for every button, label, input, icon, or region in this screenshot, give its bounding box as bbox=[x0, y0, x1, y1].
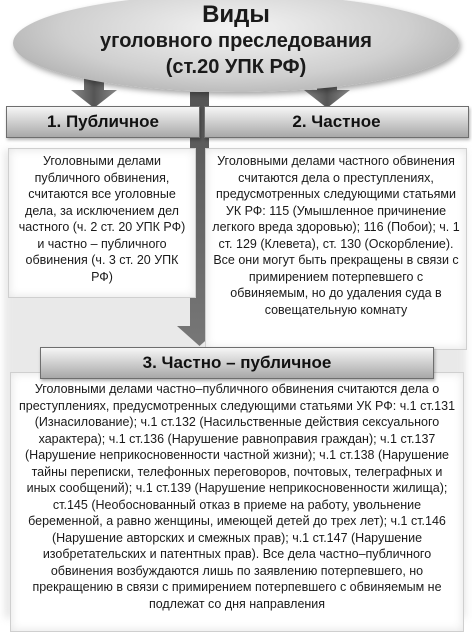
title-line-3: (ст.20 УПК РФ) bbox=[165, 56, 307, 78]
type-mixed-description: Уголовными делами частно–публичного обвинения считаются дела о преступлениях, предусмотренных следующими статьями УК РФ: ч.1 ст.131 (Изнасилование); ч.1 ст.132 (Насильственные действия сексуального характера); ч.1 ст.136 (Нарушение равноправия граждан); ч.1 ст.137 (Нарушение неприкосновенности частной жизни); ч.1 ст.138 (Нарушение тайны переписки, телефонных переговоров, почтовых, телеграфных и иных сообщений); ч.1 ст.139 (Нарушение неприкосновенности жилища); ст.145 (Необоснованный отказ в приеме на работу, увольнение беременной, а равно женщины, имеющей детей до трех лет); ч.1 ст.146 (Нарушение авторских и смежных прав); ч.1 ст.147 (Нарушение изобретательских и патентных прав). Все дела частно–публичного обвинения возбуждаются лишь по заявлению потерпевшего, но прекращению в связи с примирением потерпевшего с обвиняемым не подлежат со дня направления bbox=[10, 372, 464, 632]
type-private-header: 2. Частное bbox=[204, 106, 469, 138]
title-line-1: Виды bbox=[202, 1, 270, 28]
type-public-description: Уголовными делами публичного обвинения, считаются все уголовные дела, за исключением дел частного (ч. 2 ст. 20 УПК РФ) и частно – публичного обвинения (ч. 3 ст. 20 УПК РФ) bbox=[8, 148, 196, 298]
diagram-title bbox=[60, 2, 412, 80]
type-private-description: Уголовными делами частного обвинения считаются дела о преступлениях, предусмотренных следующими статьями УК РФ: 115 (Умышленное причинение легкого вреда здоровью); 116 (Побои); ч. 1 ст. 129 (Клевета), ст. 130 (Оскорбление). Все они могут быть прекращены в связи с примирением потерпевшего с обвиняемым, но до удаления суда в совещательную комнату bbox=[205, 148, 467, 350]
type-public-header: 1. Публичное bbox=[6, 106, 200, 138]
type-mixed-header: 3. Частно – публичное bbox=[40, 347, 434, 379]
title-line-2: уголовного преследования bbox=[100, 30, 372, 52]
